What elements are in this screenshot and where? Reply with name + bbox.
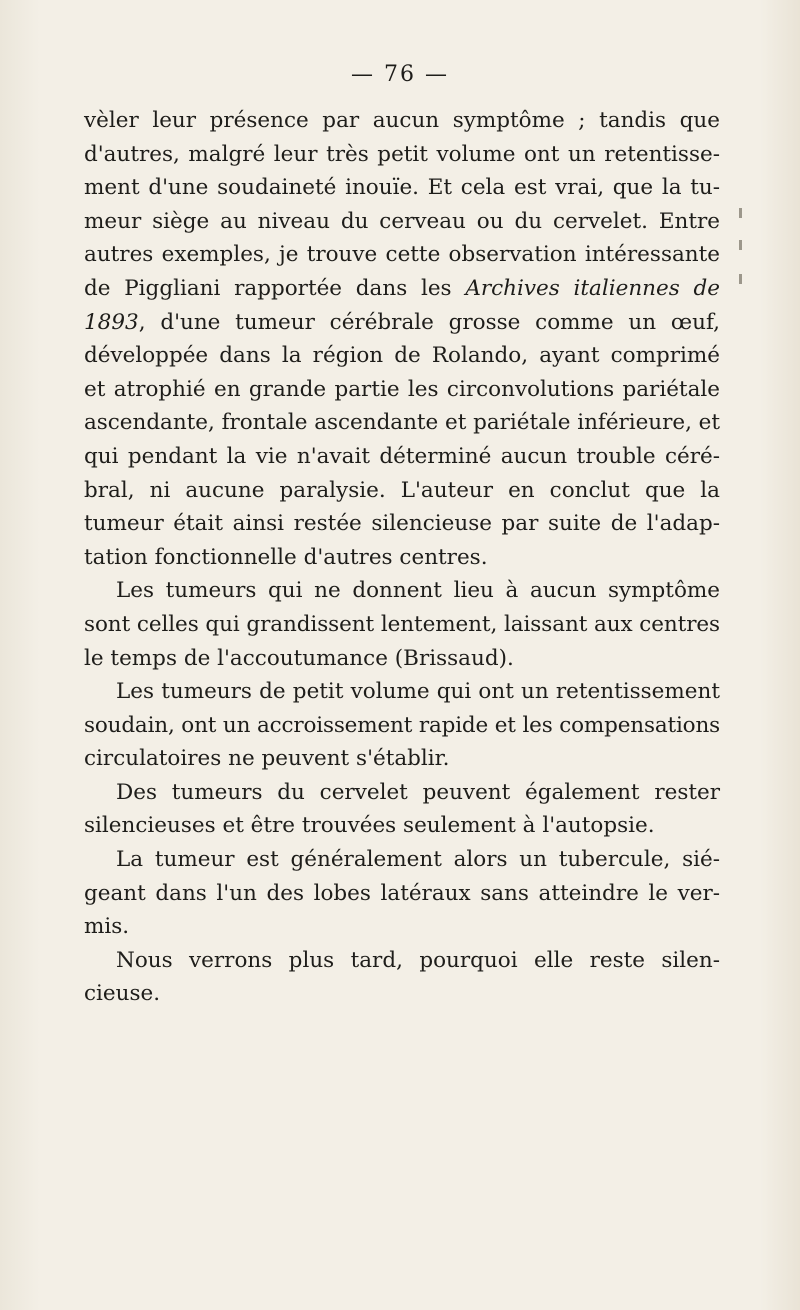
text-line [84,440,720,474]
text-segment: de Piggliani rapportée dans les [84,275,466,301]
text-segment: le temps de l'accoutumance (Brissaud). [84,645,514,671]
text-segment: ment d'une soudaineté inouïe. Et cela est vrai, que la tu- [84,175,720,201]
text-line [84,205,720,239]
text-segment: mis. [84,914,130,940]
text-segment: geant dans l'un des lobes latéraux sans atteindre le ver- [84,880,720,906]
margin-mark [739,274,742,284]
text-segment: Nous verrons plus tard, pourquoi elle reste silen- [116,947,720,973]
text-line [84,977,720,1011]
text-line [84,171,720,205]
text-segment: vèler leur présence par aucun symptôme ; tandis que [84,108,720,133]
text-line [84,373,720,407]
text-segment: cieuse. [84,981,161,1007]
text-segment: et atrophié en grande partie les circonvolutions pariétale [84,376,720,402]
text-segment: tumeur était ainsi restée silencieuse par suite de l'adap- [84,511,720,537]
text-line [84,675,720,709]
text-segment: tation fonctionnelle d'autres centres. [84,544,488,570]
page-number: — 76 — [351,62,449,87]
text-segment: , d'une tumeur cérébrale grosse comme un œuf, [138,309,720,335]
margin-mark [739,208,742,218]
text-line [84,406,720,440]
text-segment: ascendante, frontale ascendante et pariétale inférieure, et [84,410,720,436]
text-line [84,507,720,541]
text-line [84,910,720,944]
text-segment: La tumeur est généralement alors un tubercule, sié- [116,847,720,873]
text-line [84,272,720,306]
text-line [84,709,720,743]
text-line [84,877,720,911]
text-segment: circulatoires ne peuvent s'établir. [84,746,450,772]
text-line [84,944,720,978]
text-segment: sont celles qui grandissent lentement, laissant aux centres [84,611,720,637]
margin-mark [739,240,742,250]
text-segment: soudain, ont un accroissement rapide et les compensations [84,712,720,738]
text-line [84,843,720,877]
text-line [84,238,720,272]
text-line [84,474,720,508]
text-line [84,642,720,676]
italic-text: Archives italiennes de [465,275,720,301]
text-segment: d'autres, malgré leur très petit volume ont un retentisse- [84,141,720,167]
text-segment: Les tumeurs qui ne donnent lieu à aucun symptôme [116,578,720,604]
text-line [84,306,720,340]
italic-text: 1893 [84,309,139,335]
text-segment: silencieuses et être trouvées seulement à l'autopsie. [84,813,655,839]
text-line [84,339,720,373]
text-segment: Des tumeurs du cervelet peuvent également rester [116,779,720,805]
text-line [84,809,720,843]
text-segment: qui pendant la vie n'avait déterminé aucun trouble céré- [84,443,720,469]
text-line [84,776,720,810]
text-segment: bral, ni aucune paralysie. L'auteur en conclut que la [84,477,720,503]
text-line [84,608,720,642]
text-line [84,138,720,172]
body-text [84,104,720,1011]
text-segment: Les tumeurs de petit volume qui ont un retentissement [116,679,720,705]
text-segment: développée dans la région de Rolando, ayant comprimé [84,343,720,369]
text-segment: meur siège au niveau du cerveau ou du cervelet. Entre [84,208,720,234]
text-line [84,541,720,575]
text-line [84,104,720,138]
text-segment: autres exemples, je trouve cette observation intéressante [84,242,720,268]
text-line [84,742,720,776]
text-line [84,574,720,608]
